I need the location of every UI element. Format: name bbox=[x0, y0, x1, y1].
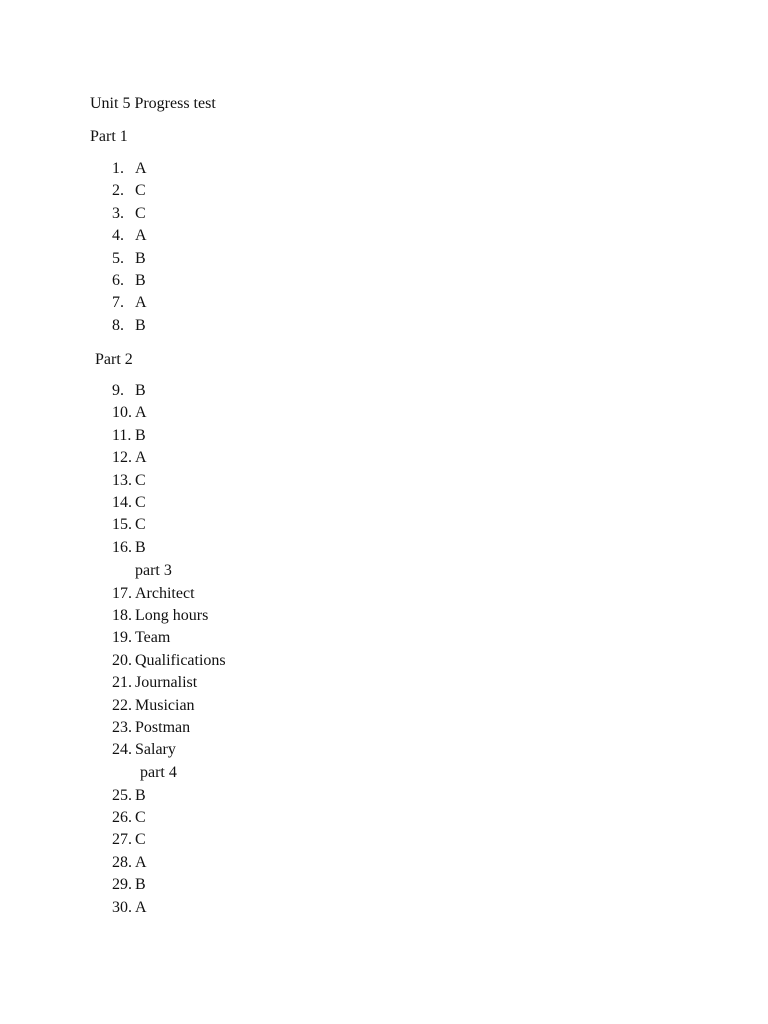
part4-heading: part 4 bbox=[140, 764, 177, 781]
document-title: Unit 5 Progress test bbox=[90, 95, 216, 112]
document-page: Unit 5 Progress test Part 1 1. A 2. C 3. C 4. A 5. B 6. B 7. A 8. B Part 2 9. B 10. A 11. B 12. A 13. C 14. C 15. C 16. B part 3 17. Architect 18. Long hours 19. Team 20. Qualifications 21. Journalist 22. Musician 23. Postman 24. Salary part 4 25. B 26. C 27. C 28. A 29. B 30. A bbox=[90, 95, 226, 916]
part1-heading: Part 1 bbox=[90, 128, 128, 145]
part2-heading: Part 2 bbox=[95, 351, 133, 368]
part3-heading: part 3 bbox=[135, 562, 172, 579]
